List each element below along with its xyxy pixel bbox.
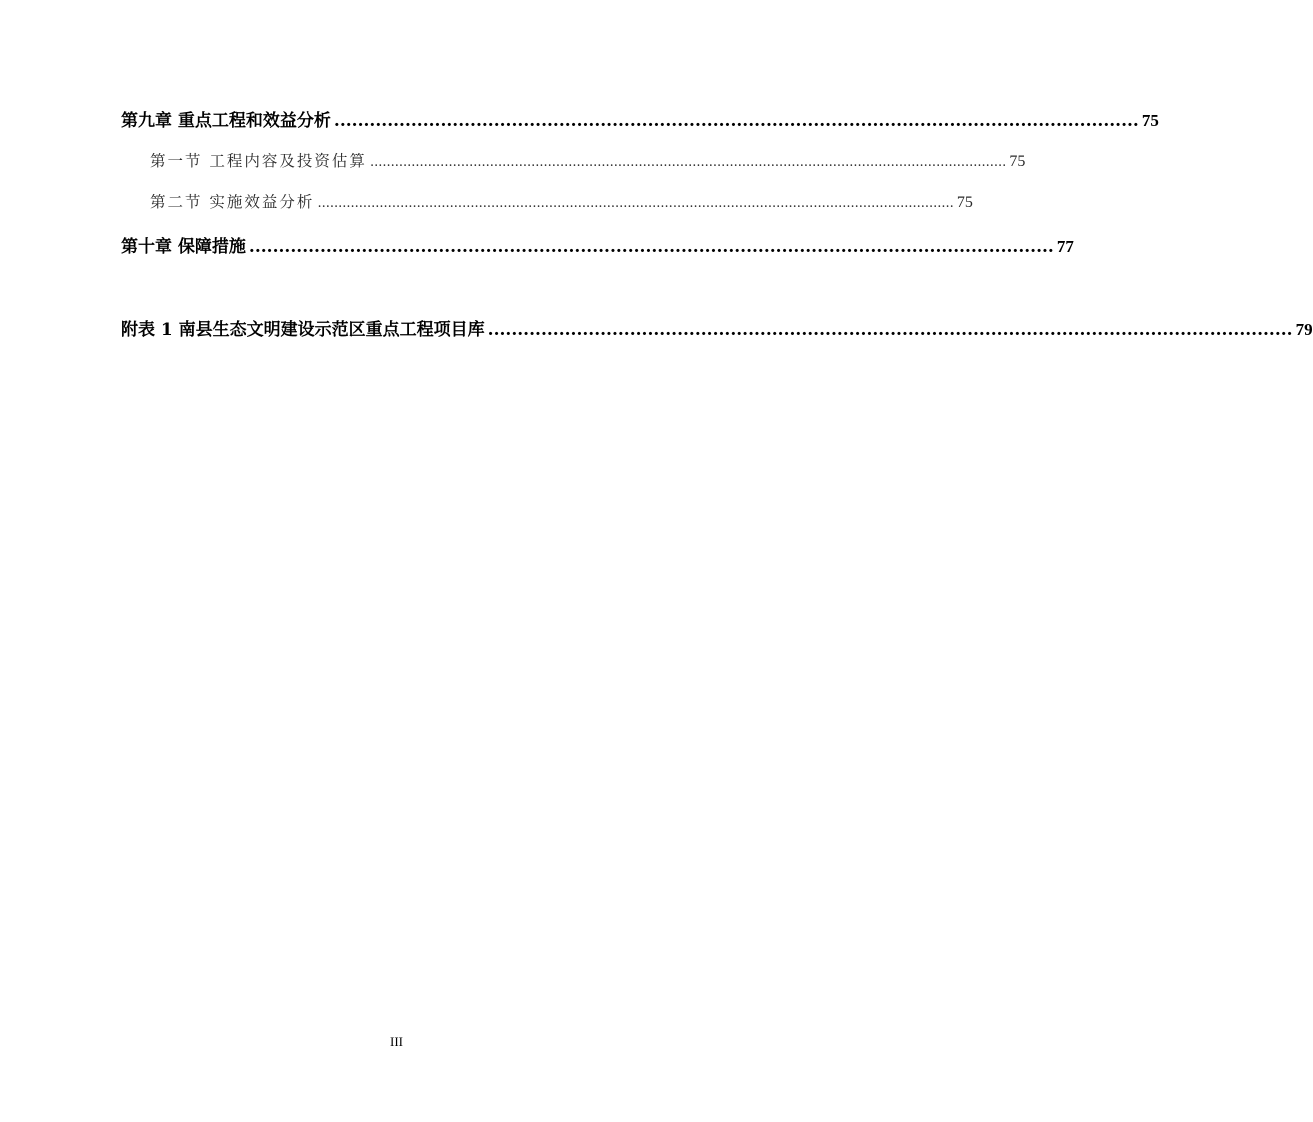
toc-entry-label: 第二节 实施效益分析 — [150, 193, 315, 211]
toc-entry-page-number: 75 — [1141, 111, 1159, 130]
toc-dot-leader: ........................................................................................................................................ — [333, 111, 1139, 131]
toc-dot-leader: .......................................................................................................................................................... — [369, 155, 1007, 170]
toc-dot-leader: ........................................................................................................................................ — [487, 320, 1293, 340]
toc-entry-page-number: 79 — [1295, 320, 1313, 339]
toc-entry-page-number: 75 — [1009, 153, 1026, 170]
toc-entry-label: 第一节 工程内容及投资估算 — [150, 152, 367, 170]
toc-entry-section-9-2[interactable] — [150, 190, 973, 212]
page-number-footer: III — [390, 1034, 403, 1049]
toc-entry-label: 第九章 重点工程和效益分析 — [121, 111, 331, 131]
toc-entry-label: 第十章 保障措施 — [121, 237, 246, 257]
toc-entry-section-9-1[interactable] — [150, 149, 1026, 171]
toc-entry-page-number: 75 — [956, 194, 973, 211]
toc-dot-leader: .......................................................................................................................................................... — [317, 196, 954, 211]
toc-dot-leader: ........................................................................................................................................ — [248, 237, 1054, 257]
toc-entry-chapter-9[interactable] — [121, 106, 1159, 131]
toc-entry-page-number: 77 — [1056, 237, 1074, 256]
toc-entry-chapter-10[interactable] — [121, 232, 1074, 257]
toc-entry-label: 附表 1 南县生态文明建设示范区重点工程项目库 — [121, 320, 485, 340]
toc-entry-appendix-1[interactable] — [121, 315, 1313, 340]
